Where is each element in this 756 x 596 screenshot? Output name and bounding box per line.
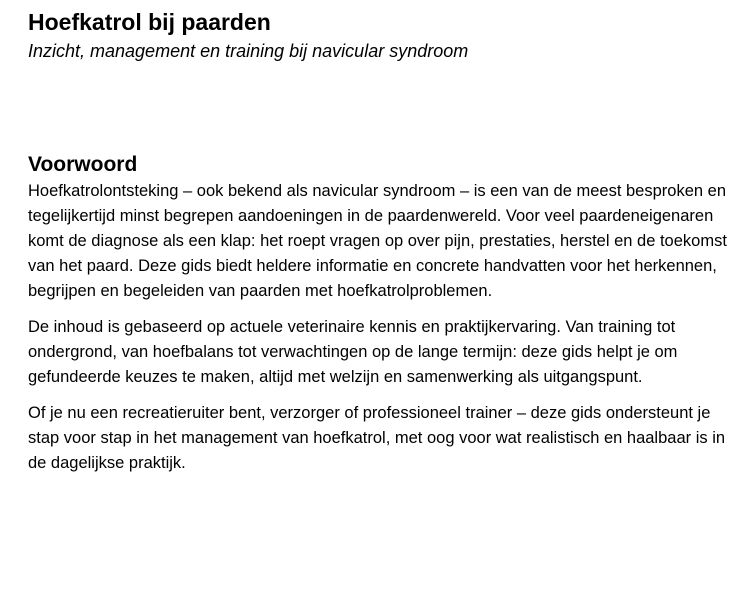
document-subtitle: Inzicht, management en training bij navicular syndroom: [28, 41, 469, 61]
foreword-paragraph-1: Hoefkatrolontsteking – ook bekend als navicular syndroom – is een van de meest besproken en tegelijkertijd minst begrepen aandoeningen in de paardenwereld. Voor veel paardeneigenaren komt de diagnose als een klap: het roept vragen op over pijn, prestaties, herstel en de toekomst van het paard. Deze gids biedt heldere informatie en concrete handvatten voor het herkennen, begrijpen en begeleiden van paarden met hoefkatrolproblemen.: [28, 182, 727, 300]
document-header: [28, 7, 740, 63]
foreword-heading: Voorwoord: [28, 153, 138, 176]
document-title: Hoefkatrol bij paarden: [28, 9, 271, 35]
foreword-paragraph-2: De inhoud is gebaseerd op actuele veterinaire kennis en praktijkervaring. Van training tot ondergrond, van hoefbalans tot verwachtingen op de lange termijn: deze gids helpt je om gefundeerde keuzes te maken, altijd met welzijn en samenwerking als uitgangspunt.: [28, 318, 678, 386]
foreword-paragraph-3: Of je nu een recreatieruiter bent, verzorger of professioneel trainer – deze gids ondersteunt je stap voor stap in het management van hoefkatrol, met oog voor wat realistisch en haalbaar is in de dagelijkse praktijk.: [28, 404, 726, 472]
foreword-section: [28, 151, 740, 487]
